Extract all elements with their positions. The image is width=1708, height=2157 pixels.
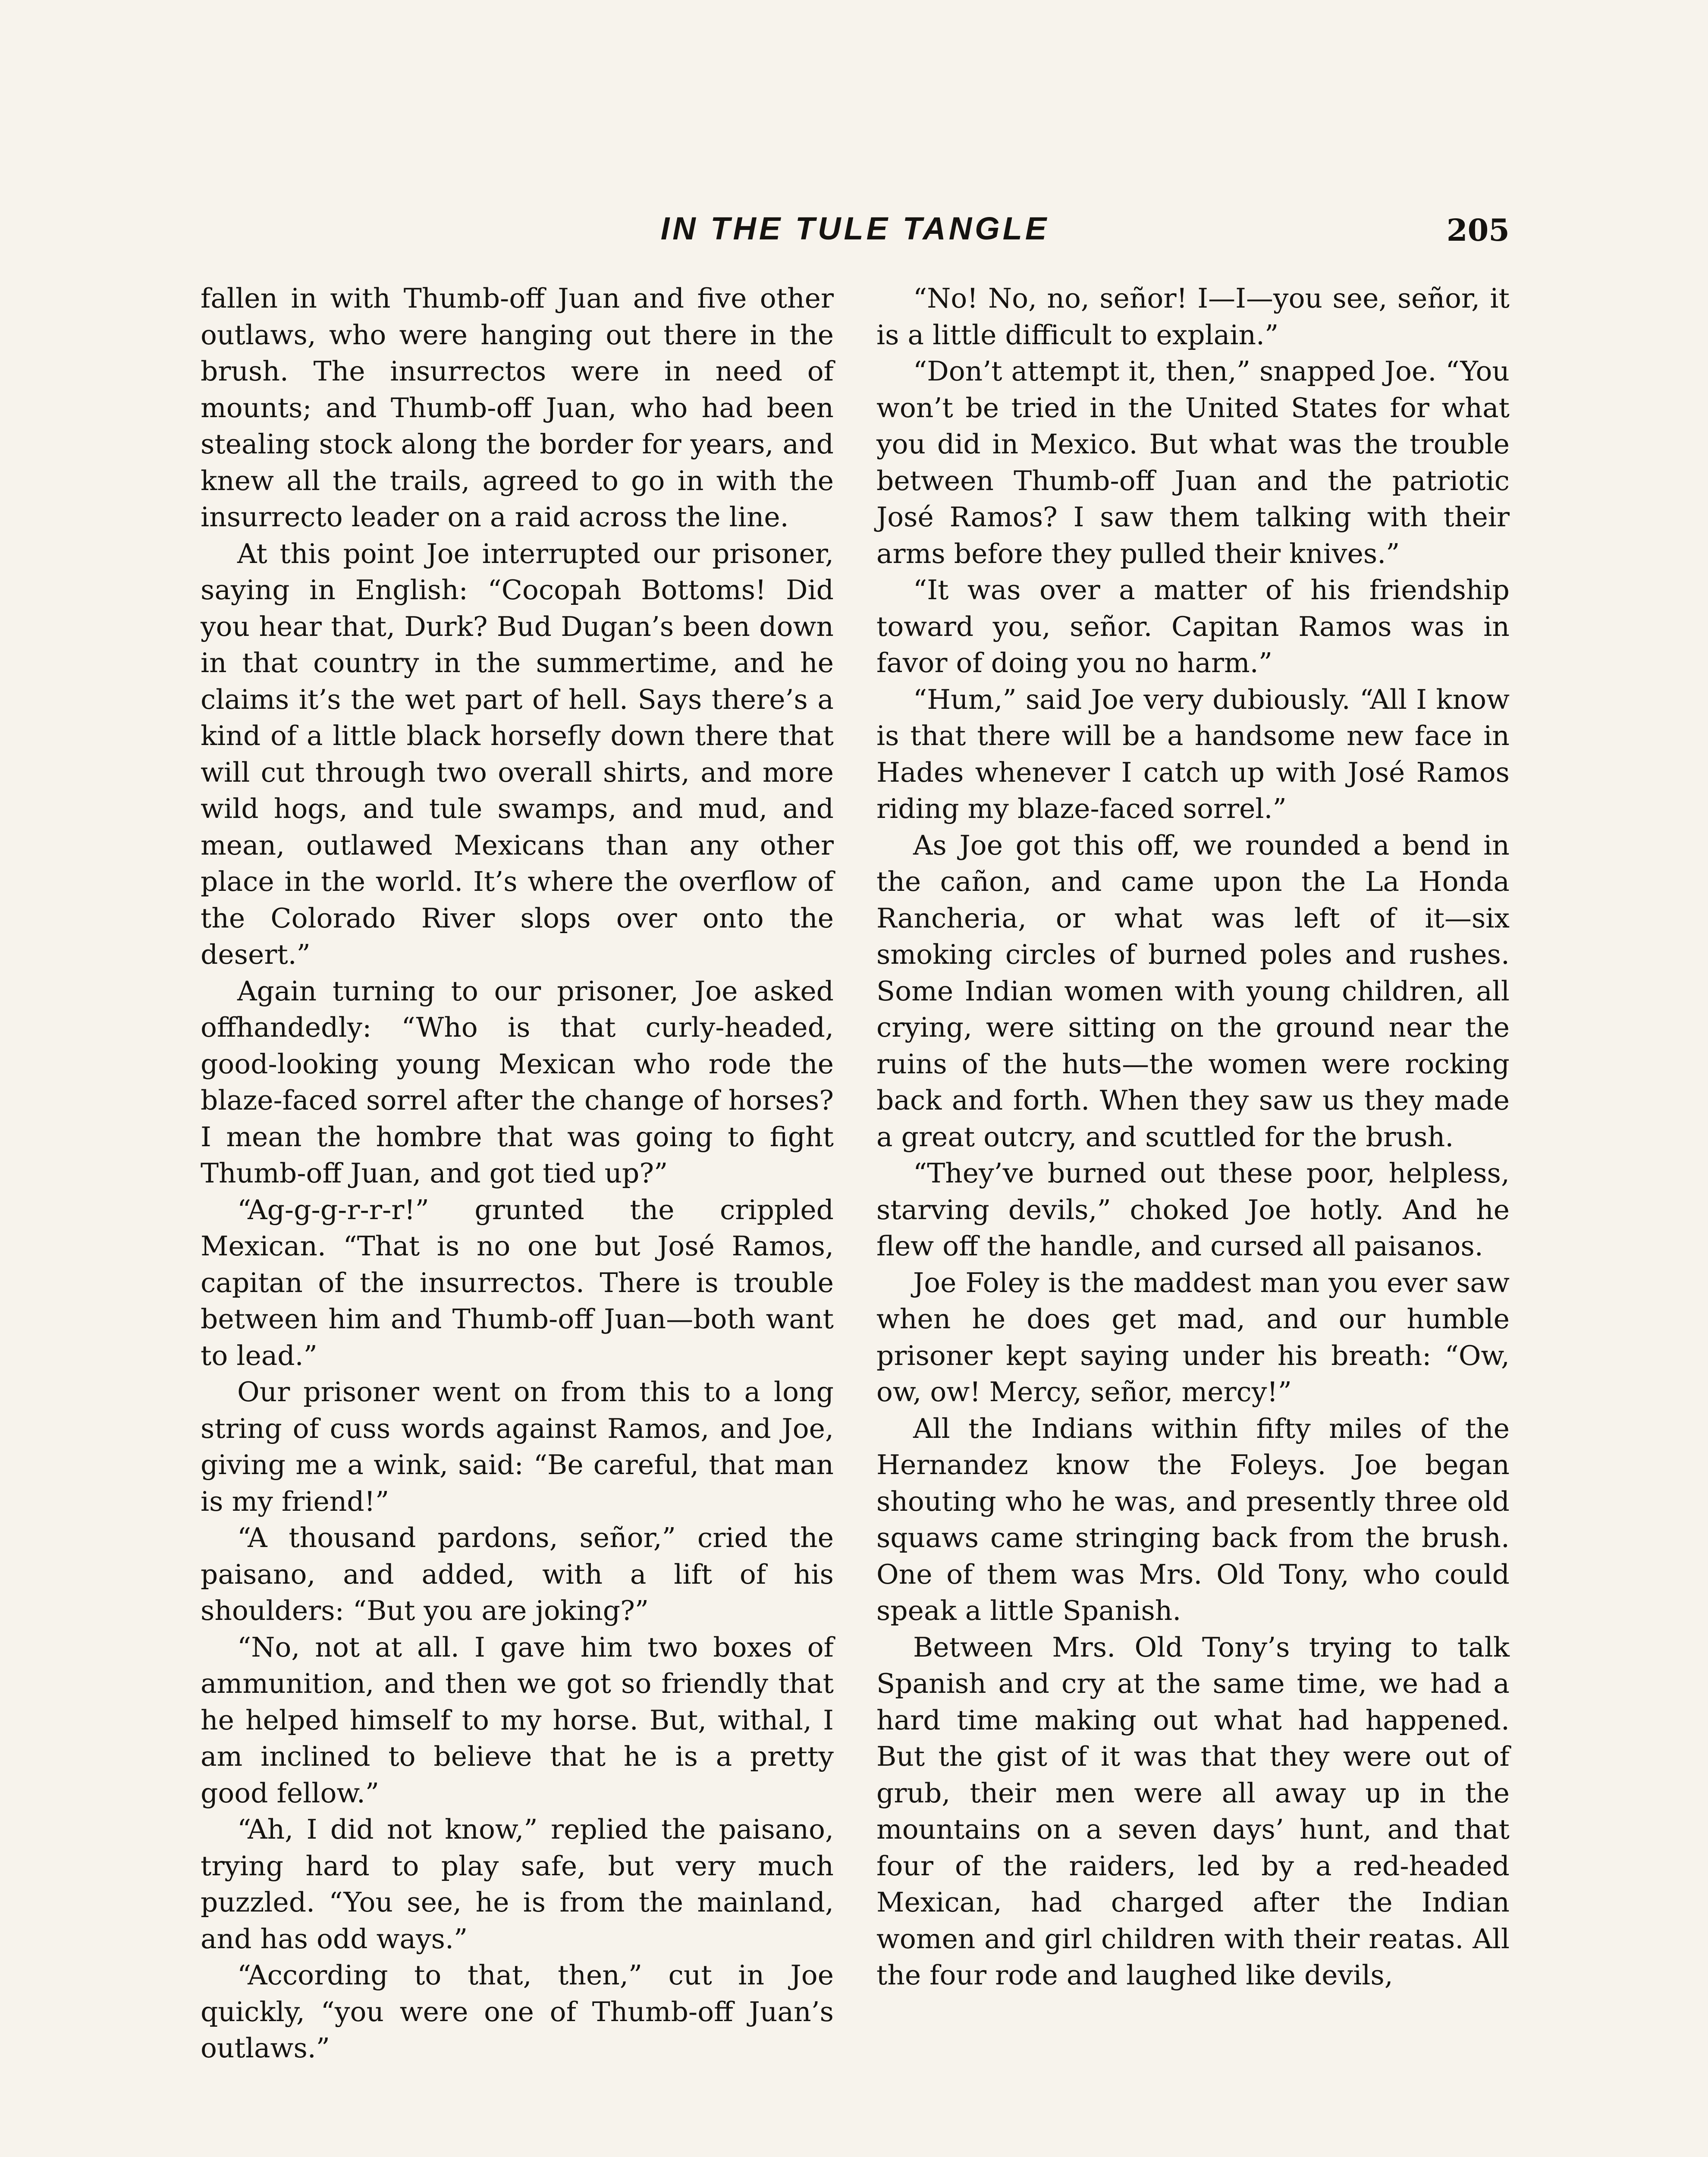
paragraph: “Ah, I did not know,” replied the paisano, trying hard to play safe, but very much puzzled. “You see, he is from the mainland, and has odd ways.” bbox=[201, 1814, 834, 1955]
paragraph: “A thousand pardons, señor,” cried the paisano, and added, with a lift of his shoulders: “But you are joking?” bbox=[201, 1522, 834, 1626]
running-header bbox=[201, 205, 1510, 257]
paragraph: At this point Joe interrupted our prisoner, saying in English: “Cocopah Bottoms! Did you hear that, Durk? Bud Dugan’s been down in that country in the summertime, and he claims it’s the wet part of hell. Says there’s a kind of a little black horsefly down there that will cut through two overall shirts, and more wild hogs, and tule swamps, and mud, and mean, outlawed Mexicans than any other place in the world. It’s where the overflow of the Colorado River slops over onto the desert.” bbox=[201, 538, 834, 970]
paragraph: As Joe got this off, we rounded a bend in the cañon, and came upon the La Honda Rancheria, or what was left of it—six smoking circles of burned poles and rushes. Some Indian women with young children, all crying, were sitting on the ground near the ruins of the huts—the women were rocking back and forth. When they saw us they made a great outcry, and scuttled for the brush. bbox=[876, 829, 1510, 1153]
paragraph: “Don’t attempt it, then,” snapped Joe. “You won’t be tried in the United States for what you did in Mexico. But what was the trouble between Thumb-off Juan and the patriotic José Ramos? I saw them talking with their arms before they pulled their knives.” bbox=[876, 355, 1510, 569]
paragraph: “No! No, no, señor! I—I—you see, señor, it is a little difficult to explain.” bbox=[876, 283, 1510, 351]
paragraph: fallen in with Thumb-off Juan and five other outlaws, who were hanging out there in the brush. The insurrectos were in need of mounts; and Thumb-off Juan, who had been stealing stock along the border for years, and knew all the trails, agreed to go in with the insurrecto leader on a raid across the line. bbox=[201, 283, 834, 533]
text-column-right bbox=[876, 280, 1510, 1994]
paragraph: All the Indians within fifty miles of the Hernandez know the Foleys. Joe began shouting who he was, and presently three old squaws came stringing back from the brush. One of them was Mrs. Old Tony, who could speak a little Spanish. bbox=[876, 1412, 1510, 1626]
paragraph: “No, not at all. I gave him two boxes of ammunition, and then we got so friendly that he helped himself to my horse. But, withal, I am inclined to believe that he is a pretty good fellow.” bbox=[201, 1631, 834, 1809]
text-column-left bbox=[201, 280, 834, 2067]
paragraph: Again turning to our prisoner, Joe asked offhandedly: “Who is that curly-headed, good-looking young Mexican who rode the blaze-faced sorrel after the change of horses? I mean the hombre that was going to fight Thumb-off Juan, and got tied up?” bbox=[201, 975, 834, 1189]
paragraph: “According to that, then,” cut in Joe quickly, “you were one of Thumb-off Juan’s outlaws.” bbox=[201, 1959, 834, 2064]
paragraph: “It was over a matter of his friendship toward you, señor. Capitan Ramos was in favor of doing you no harm.” bbox=[876, 574, 1510, 679]
paragraph: “Hum,” said Joe very dubiously. “All I know is that there will be a handsome new face in Hades whenever I catch up with José Ramos riding my blaze-faced sorrel.” bbox=[876, 683, 1510, 824]
paragraph: “Ag-g-g-r-r-r!” grunted the crippled Mexican. “That is no one but José Ramos, capitan of the insurrectos. There is trouble between him and Thumb-off Juan—both want to lead.” bbox=[201, 1194, 834, 1371]
paragraph: Our prisoner went on from this to a long string of cuss words against Ramos, and Joe, giving me a wink, said: “Be careful, that man is my friend!” bbox=[201, 1376, 834, 1517]
page-number: 205 bbox=[1446, 212, 1510, 248]
running-title: IN THE TULE TANGLE bbox=[660, 211, 1050, 246]
paragraph: Joe Foley is the maddest man you ever saw when he does get mad, and our humble prisoner kept saying under his breath: “Ow, ow, ow! Mercy, señor, mercy!” bbox=[876, 1267, 1510, 1408]
paragraph: Between Mrs. Old Tony’s trying to talk Spanish and cry at the same time, we had a hard time making out what had happened. But the gist of it was that they were out of grub, their men were all away up in the mountains on a seven days’ hunt, and that four of the raiders, led by a red-headed Mexican, had charged after the Indian women and girl children with their reatas. All the four rode and laughed like devils, bbox=[876, 1631, 1510, 1991]
paragraph: “They’ve burned out these poor, helpless, starving devils,” choked Joe hotly. And he flew off the handle, and cursed all paisanos. bbox=[876, 1157, 1510, 1262]
